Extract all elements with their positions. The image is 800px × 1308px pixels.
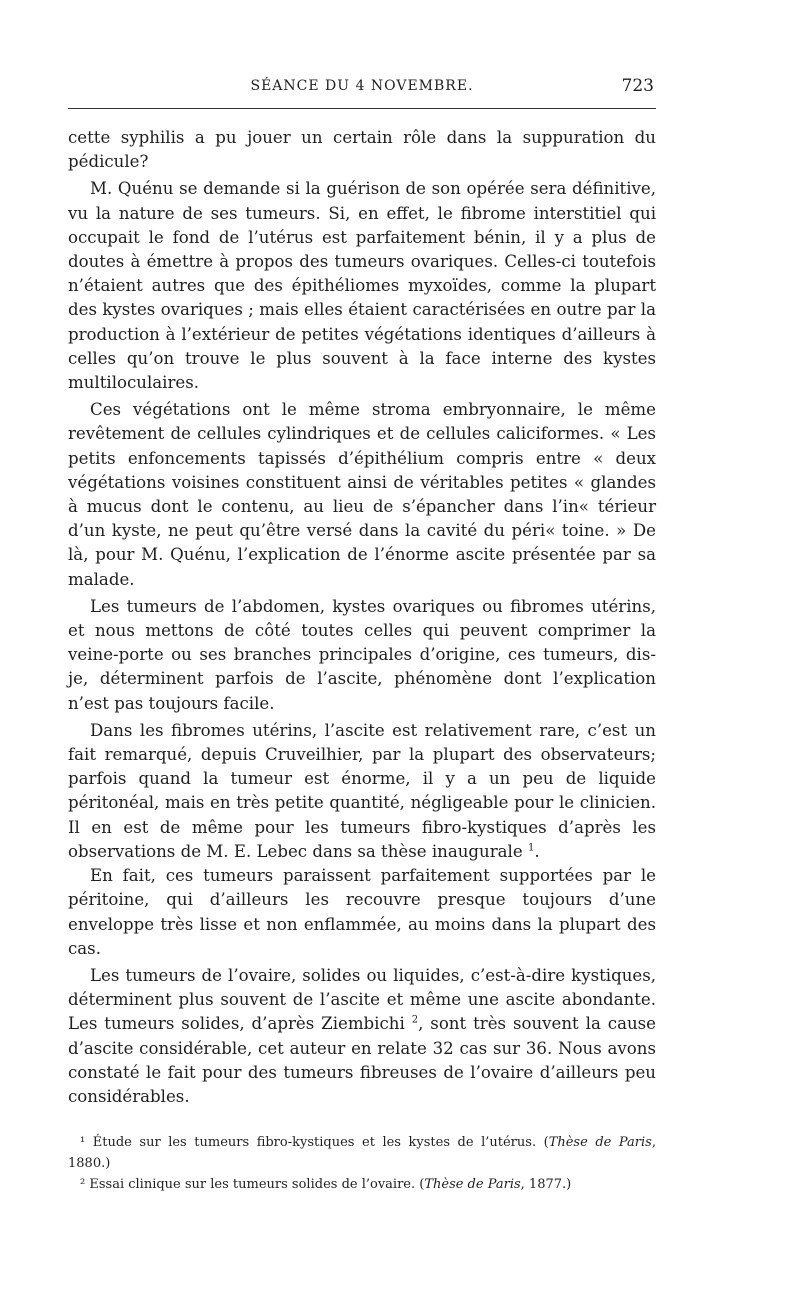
footnotes bbox=[68, 1132, 656, 1195]
running-header bbox=[68, 76, 656, 100]
footnote-1-end: , 1880.) bbox=[68, 1135, 656, 1171]
paragraph-7-text-b: , sont très souvent la cause d’ascite considérable, cet auteur en relate 32 cas sur 36. Nous avons constaté le fait pour des tumeurs fibreuses de l’ovaire d’ailleurs peu considérables. bbox=[68, 1014, 656, 1106]
paragraph-6: En fait, ces tumeurs paraissent parfaitement supportées par le péritoine, qui d’ailleurs les recouvre presque toujours d’une enveloppe très lisse et non enflammée, au moins dans la plupart des cas. bbox=[68, 866, 656, 958]
footnote-ref-1: 1 bbox=[527, 842, 535, 854]
paragraph-7 bbox=[68, 964, 656, 1109]
footnote-2-end: , 1877.) bbox=[520, 1177, 572, 1192]
paragraph-5 bbox=[68, 719, 656, 864]
paragraph-4: Les tumeurs de l’abdomen, kystes ovariques ou fibromes utérins, et nous mettons de côté toutes celles qui peuvent comprimer la veine-porte ou ses branches principales d’origine, ces tumeurs, dis-je, déterminent parfois de l’ascite, phénomène dont l’explication n’est pas toujours facile. bbox=[68, 596, 656, 713]
footnote-1-italic: Thèse de Paris bbox=[548, 1135, 652, 1150]
paragraph-3: Ces végétations ont le même stroma embryonnaire, le même revêtement de cellules cylindriques et de cellules caliciformes. « Les petits enfoncements tapissés d’épithélium compris entre « deux végétations voisines constituent ainsi de véritables petites « glandes à mucus dont le contenu, au lieu de s’épancher dans l’in« térieur d’un kyste, ne peut qu’être versé dans la cavité du péri« toine. » De là, pour M. Quénu, l’explication de l’énorme ascite présentée par sa malade. bbox=[68, 400, 656, 589]
paragraph-5-text: Dans les fibromes utérins, l’ascite est relativement rare, c’est un fait remarqué, depuis Cruveilhier, par la plupart des observateurs; parfois quand la tumeur est énorme, il y a un peu de liquide péritonéal, mais en très petite quantité, négligeable pour le clinicien. Il en est de même pour les tumeurs fibro-kystiques d’après les observations de M. E. Lebec dans sa thèse inaugurale bbox=[68, 720, 656, 861]
footnote-1-mark: ¹ bbox=[80, 1135, 86, 1150]
body-text bbox=[68, 126, 656, 1109]
footnote-1 bbox=[68, 1132, 656, 1174]
footnote-2-mark: ² bbox=[80, 1177, 86, 1192]
paragraph-7-text-a: Les tumeurs de l’ovaire, solides ou liquides, c’est-à-dire kystiques, déterminent plus souvent de l’ascite et même une ascite abondante. Les tumeurs solides, d’après Ziembichi bbox=[68, 965, 656, 1034]
footnote-2-text: Essai clinique sur les tumeurs solides de l’ovaire. ( bbox=[89, 1177, 425, 1192]
footnote-2 bbox=[68, 1174, 656, 1195]
paragraph-2: M. Quénu se demande si la guérison de son opérée sera définitive, vu la nature de ses tumeurs. Si, en effet, le fibrome interstitiel qui occupait le fond de l’utérus est parfaitement bénin, il y a plus de doutes à émettre à propos des tumeurs ovariques. Celles-ci toutefois n’étaient autres que des épithéliomes myxoïdes, comme la plupart des kystes ovariques ; mais elles étaient caractérisées en outre par la production à l’extérieur de petites végétations identiques d’ailleurs à celles qu’on trouve le plus souvent à la face interne des kystes multiloculaires. bbox=[68, 179, 656, 393]
footnote-2-italic: Thèse de Paris bbox=[424, 1177, 521, 1192]
page-number: 723 bbox=[621, 76, 654, 96]
paragraph-5-end: . bbox=[534, 841, 540, 861]
header-rule bbox=[68, 108, 656, 109]
footnote-1-text: Étude sur les tumeurs fibro-kystiques et les kystes de l’utérus. ( bbox=[92, 1135, 549, 1150]
footnote-ref-2: 2 bbox=[411, 1014, 419, 1026]
paragraph-1: cette syphilis a pu jouer un certain rôle dans la suppuration du pédicule? bbox=[68, 128, 656, 172]
running-title: SÉANCE DU 4 NOVEMBRE. bbox=[250, 78, 474, 94]
